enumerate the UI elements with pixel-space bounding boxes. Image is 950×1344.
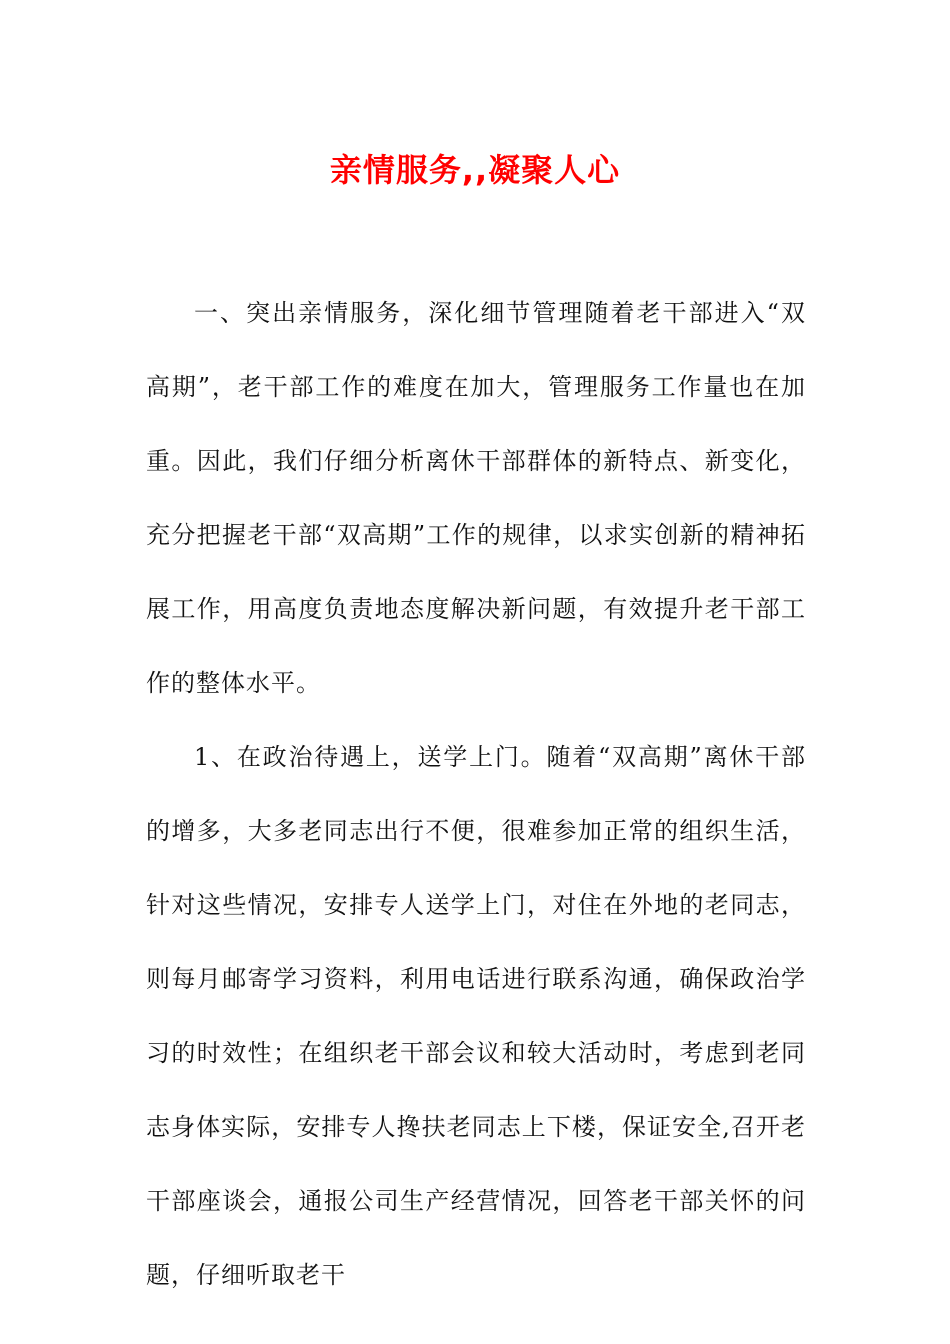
document-title: 亲情服务,,凝聚人心 xyxy=(329,151,621,189)
paragraph-2: 1、在政治待遇上，送学上门。随着“双高期”离休干部的增多，大多老同志出行不便，很难参加正常的组织生活，针对这些情况，安排专人送学上门，对住在外地的老同志，则每月邮寄学习资料，利用电话进行联系沟通，确保政治学习的时效性；在组织老干部会议和较大活动时，考虑到老同志身体实际，安排专人搀扶老同志上下楼，保证安全,召开老干部座谈会，通报公司生产经营情况，回答老干部关怀的问题，仔细听取老干 xyxy=(146,743,806,1289)
paragraph-1: 一、突出亲情服务，深化细节管理随着老干部进入“双高期”，老干部工作的难度在加大，管理服务工作量也在加重。因此，我们仔细分析离休干部群体的新特点、新变化，充分把握老干部“双高期”工作的规律，以求实创新的精神拓展工作，用高度负责地态度解决新问题，有效提升老干部工作的整体水平。 xyxy=(146,299,806,697)
document-body xyxy=(146,276,806,1312)
